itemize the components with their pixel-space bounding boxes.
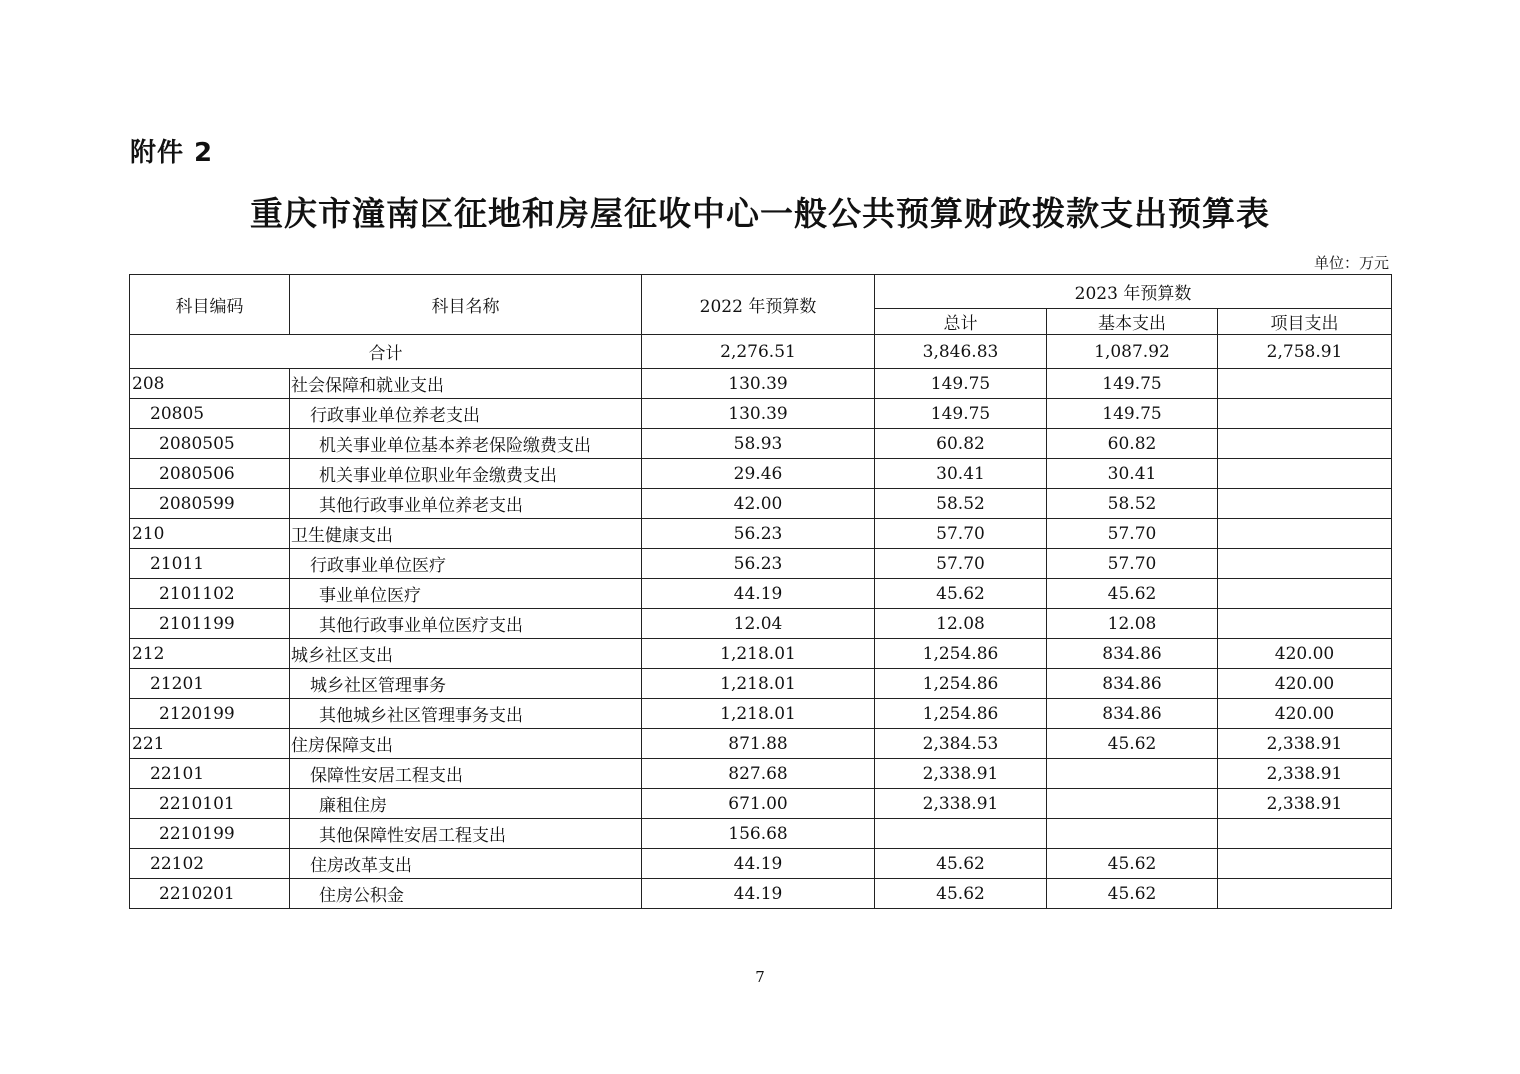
cell-budget-2022: 42.00 xyxy=(642,489,875,519)
cell-name: 行政事业单位医疗 xyxy=(290,549,642,579)
cell-project xyxy=(1218,849,1392,879)
cell-project: 420.00 xyxy=(1218,669,1392,699)
cell-total: 45.62 xyxy=(875,849,1047,879)
table-row xyxy=(130,639,1392,669)
attachment-label: 附件 2 xyxy=(130,138,214,168)
cell-code: 22102 xyxy=(130,849,290,879)
cell-budget-2022: 29.46 xyxy=(642,459,875,489)
cell-code: 221 xyxy=(130,729,290,759)
cell-name: 行政事业单位养老支出 xyxy=(290,399,642,429)
cell-project xyxy=(1218,429,1392,459)
cell-name: 住房保障支出 xyxy=(290,729,642,759)
cell-project xyxy=(1218,459,1392,489)
cell-code: 2120199 xyxy=(130,699,290,729)
table-row xyxy=(130,699,1392,729)
cell-name: 卫生健康支出 xyxy=(290,519,642,549)
cell-project xyxy=(1218,369,1392,399)
cell-budget-2022: 827.68 xyxy=(642,759,875,789)
cell-code: 212 xyxy=(130,639,290,669)
cell-total: 12.08 xyxy=(875,609,1047,639)
table-row xyxy=(130,429,1392,459)
cell-project: 420.00 xyxy=(1218,699,1392,729)
cell-budget-2022: 871.88 xyxy=(642,729,875,759)
cell-name: 其他行政事业单位养老支出 xyxy=(290,489,642,519)
cell-total: 30.41 xyxy=(875,459,1047,489)
table-row xyxy=(130,789,1392,819)
cell-basic: 834.86 xyxy=(1047,669,1218,699)
cell-basic: 834.86 xyxy=(1047,639,1218,669)
cell-total: 1,254.86 xyxy=(875,699,1047,729)
cell-project xyxy=(1218,489,1392,519)
cell-budget-2022: 130.39 xyxy=(642,399,875,429)
table-row xyxy=(130,609,1392,639)
cell-budget-2022: 1,218.01 xyxy=(642,669,875,699)
cell-name: 社会保障和就业支出 xyxy=(290,369,642,399)
cell-name: 城乡社区管理事务 xyxy=(290,669,642,699)
summary-label: 合计 xyxy=(130,335,642,369)
table-row xyxy=(130,579,1392,609)
cell-project: 2,338.91 xyxy=(1218,789,1392,819)
table-row xyxy=(130,519,1392,549)
header-total: 总计 xyxy=(875,309,1047,335)
cell-basic: 45.62 xyxy=(1047,729,1218,759)
table-row xyxy=(130,849,1392,879)
cell-total: 2,338.91 xyxy=(875,789,1047,819)
cell-total: 45.62 xyxy=(875,579,1047,609)
header-budget-2023: 2023 年预算数 xyxy=(875,275,1392,309)
cell-project xyxy=(1218,579,1392,609)
cell-total: 1,254.86 xyxy=(875,669,1047,699)
cell-budget-2022: 56.23 xyxy=(642,549,875,579)
cell-name: 保障性安居工程支出 xyxy=(290,759,642,789)
cell-project: 420.00 xyxy=(1218,639,1392,669)
cell-basic xyxy=(1047,759,1218,789)
cell-total: 1,254.86 xyxy=(875,639,1047,669)
cell-project xyxy=(1218,609,1392,639)
table-row xyxy=(130,879,1392,909)
cell-basic: 834.86 xyxy=(1047,699,1218,729)
table-row xyxy=(130,729,1392,759)
cell-total: 57.70 xyxy=(875,519,1047,549)
cell-total: 60.82 xyxy=(875,429,1047,459)
header-row-top xyxy=(130,275,1392,309)
table-row xyxy=(130,819,1392,849)
summary-row xyxy=(130,335,1392,369)
cell-name: 其他行政事业单位医疗支出 xyxy=(290,609,642,639)
cell-total: 45.62 xyxy=(875,879,1047,909)
table-row xyxy=(130,459,1392,489)
cell-name: 其他城乡社区管理事务支出 xyxy=(290,699,642,729)
cell-code: 2210101 xyxy=(130,789,290,819)
cell-name: 城乡社区支出 xyxy=(290,639,642,669)
cell-name: 事业单位医疗 xyxy=(290,579,642,609)
cell-name: 廉租住房 xyxy=(290,789,642,819)
cell-basic: 30.41 xyxy=(1047,459,1218,489)
cell-name: 机关事业单位基本养老保险缴费支出 xyxy=(290,429,642,459)
cell-total: 58.52 xyxy=(875,489,1047,519)
summary-total: 3,846.83 xyxy=(875,335,1047,369)
cell-code: 2210199 xyxy=(130,819,290,849)
cell-basic: 149.75 xyxy=(1047,399,1218,429)
cell-project: 2,338.91 xyxy=(1218,729,1392,759)
cell-budget-2022: 56.23 xyxy=(642,519,875,549)
table-row xyxy=(130,669,1392,699)
page-number: 7 xyxy=(755,968,765,986)
table-row xyxy=(130,759,1392,789)
summary-project: 2,758.91 xyxy=(1218,335,1392,369)
cell-budget-2022: 671.00 xyxy=(642,789,875,819)
budget-table xyxy=(129,274,1392,909)
document-title: 重庆市潼南区征地和房屋征收中心一般公共预算财政拨款支出预算表 xyxy=(250,194,1270,233)
cell-basic xyxy=(1047,789,1218,819)
cell-code: 2210201 xyxy=(130,879,290,909)
cell-basic: 57.70 xyxy=(1047,519,1218,549)
summary-budget-2022: 2,276.51 xyxy=(642,335,875,369)
cell-total: 2,338.91 xyxy=(875,759,1047,789)
cell-code: 2080505 xyxy=(130,429,290,459)
cell-project xyxy=(1218,519,1392,549)
cell-basic: 12.08 xyxy=(1047,609,1218,639)
cell-project xyxy=(1218,819,1392,849)
cell-name: 住房公积金 xyxy=(290,879,642,909)
cell-code: 2080506 xyxy=(130,459,290,489)
cell-budget-2022: 12.04 xyxy=(642,609,875,639)
cell-project xyxy=(1218,549,1392,579)
cell-basic: 57.70 xyxy=(1047,549,1218,579)
cell-code: 21011 xyxy=(130,549,290,579)
cell-total: 149.75 xyxy=(875,369,1047,399)
cell-basic: 45.62 xyxy=(1047,879,1218,909)
cell-name: 机关事业单位职业年金缴费支出 xyxy=(290,459,642,489)
cell-project xyxy=(1218,399,1392,429)
cell-basic: 45.62 xyxy=(1047,579,1218,609)
cell-budget-2022: 44.19 xyxy=(642,849,875,879)
cell-basic: 45.62 xyxy=(1047,849,1218,879)
header-code: 科目编码 xyxy=(130,275,290,335)
unit-label: 单位：万元 xyxy=(1313,254,1389,272)
cell-budget-2022: 44.19 xyxy=(642,579,875,609)
cell-name: 其他保障性安居工程支出 xyxy=(290,819,642,849)
cell-total xyxy=(875,819,1047,849)
cell-basic xyxy=(1047,819,1218,849)
cell-total: 149.75 xyxy=(875,399,1047,429)
table-row xyxy=(130,369,1392,399)
summary-basic: 1,087.92 xyxy=(1047,335,1218,369)
header-name: 科目名称 xyxy=(290,275,642,335)
header-project: 项目支出 xyxy=(1218,309,1392,335)
cell-project xyxy=(1218,879,1392,909)
cell-budget-2022: 58.93 xyxy=(642,429,875,459)
cell-basic: 60.82 xyxy=(1047,429,1218,459)
cell-project: 2,338.91 xyxy=(1218,759,1392,789)
cell-budget-2022: 1,218.01 xyxy=(642,699,875,729)
cell-total: 2,384.53 xyxy=(875,729,1047,759)
cell-code: 22101 xyxy=(130,759,290,789)
cell-budget-2022: 1,218.01 xyxy=(642,639,875,669)
cell-code: 20805 xyxy=(130,399,290,429)
table-row xyxy=(130,399,1392,429)
cell-code: 2101102 xyxy=(130,579,290,609)
cell-code: 2080599 xyxy=(130,489,290,519)
cell-basic: 58.52 xyxy=(1047,489,1218,519)
cell-budget-2022: 130.39 xyxy=(642,369,875,399)
cell-budget-2022: 44.19 xyxy=(642,879,875,909)
cell-code: 2101199 xyxy=(130,609,290,639)
header-budget-2022: 2022 年预算数 xyxy=(642,275,875,335)
cell-basic: 149.75 xyxy=(1047,369,1218,399)
cell-code: 21201 xyxy=(130,669,290,699)
table-row xyxy=(130,549,1392,579)
cell-budget-2022: 156.68 xyxy=(642,819,875,849)
cell-total: 57.70 xyxy=(875,549,1047,579)
table-row xyxy=(130,489,1392,519)
cell-code: 210 xyxy=(130,519,290,549)
cell-code: 208 xyxy=(130,369,290,399)
header-basic: 基本支出 xyxy=(1047,309,1218,335)
cell-name: 住房改革支出 xyxy=(290,849,642,879)
